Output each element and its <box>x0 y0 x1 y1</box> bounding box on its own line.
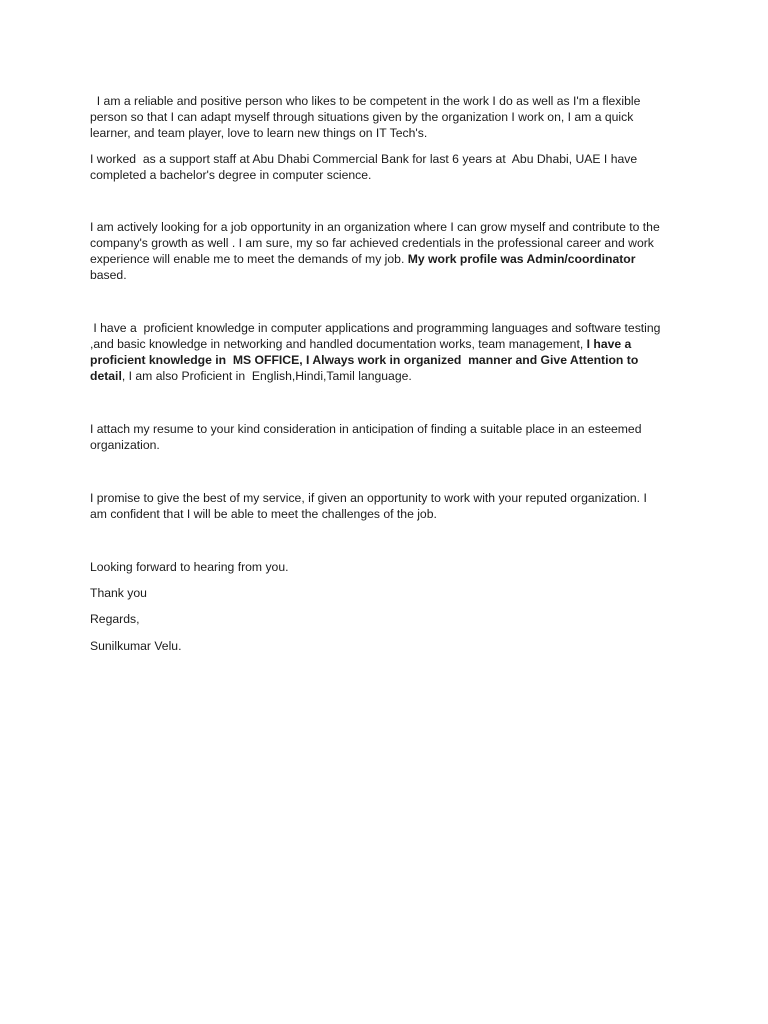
text-line: I am a reliable and positive person who likes to be competent in the work I do as well as I'm a flexible <box>90 94 641 108</box>
bold-text-run: detail <box>90 369 122 383</box>
signature-line <box>90 638 680 654</box>
resume-paragraph <box>90 421 680 453</box>
text-line: Thank you <box>90 586 147 600</box>
bold-text-run: proficient knowledge in MS OFFICE, I Always work in organized manner and Give Attention to <box>90 353 639 367</box>
text-line: organization. <box>90 438 160 452</box>
text-line: I have a proficient knowledge in computer applications and programming languages and software testing <box>90 321 661 335</box>
text-line: person so that I can adapt myself through situations given by the organization I work on, I am a quick <box>90 110 634 124</box>
text-run: ,and basic knowledge in networking and handled documentation works, team management, <box>90 337 587 351</box>
regards-line <box>90 611 680 627</box>
promise-paragraph <box>90 490 680 522</box>
experience-paragraph <box>90 151 680 183</box>
text-line: completed a bachelor's degree in computer science. <box>90 168 372 182</box>
signature-name: Sunilkumar Velu. <box>90 639 182 653</box>
closing-line <box>90 559 680 575</box>
text-line <box>90 336 680 352</box>
text-line <box>90 352 680 368</box>
text-line: based. <box>90 268 127 282</box>
text-line: I promise to give the best of my service, if given an opportunity to work with your reputed organization. I <box>90 491 647 505</box>
text-line <box>90 368 680 384</box>
bold-text-run: I have a <box>586 337 632 351</box>
text-line: Looking forward to hearing from you. <box>90 560 289 574</box>
objective-paragraph <box>90 219 680 283</box>
bold-text-run: My work profile was Admin/coordinator <box>407 252 636 266</box>
text-run: , I am also Proficient in English,Hindi,Tamil language. <box>121 369 412 383</box>
text-line: I worked as a support staff at Abu Dhabi Commercial Bank for last 6 years at Abu Dhabi, UAE I have <box>90 152 638 166</box>
text-line: I attach my resume to your kind consideration in anticipation of finding a suitable place in an esteemed <box>90 422 642 436</box>
intro-paragraph <box>90 93 680 141</box>
thank-you-line <box>90 585 680 601</box>
skills-paragraph <box>90 320 680 384</box>
text-run: experience will enable me to meet the demands of my job. <box>90 252 408 266</box>
text-line: I am actively looking for a job opportunity in an organization where I can grow myself and contribute to the <box>90 220 660 234</box>
text-line: learner, and team player, love to learn new things on IT Tech's. <box>90 126 428 140</box>
text-line: company's growth as well . I am sure, my so far achieved credentials in the professional career and work <box>90 236 654 250</box>
text-line <box>90 251 680 267</box>
text-line: Regards, <box>90 612 140 626</box>
text-line: am confident that I will be able to meet the challenges of the job. <box>90 507 437 521</box>
